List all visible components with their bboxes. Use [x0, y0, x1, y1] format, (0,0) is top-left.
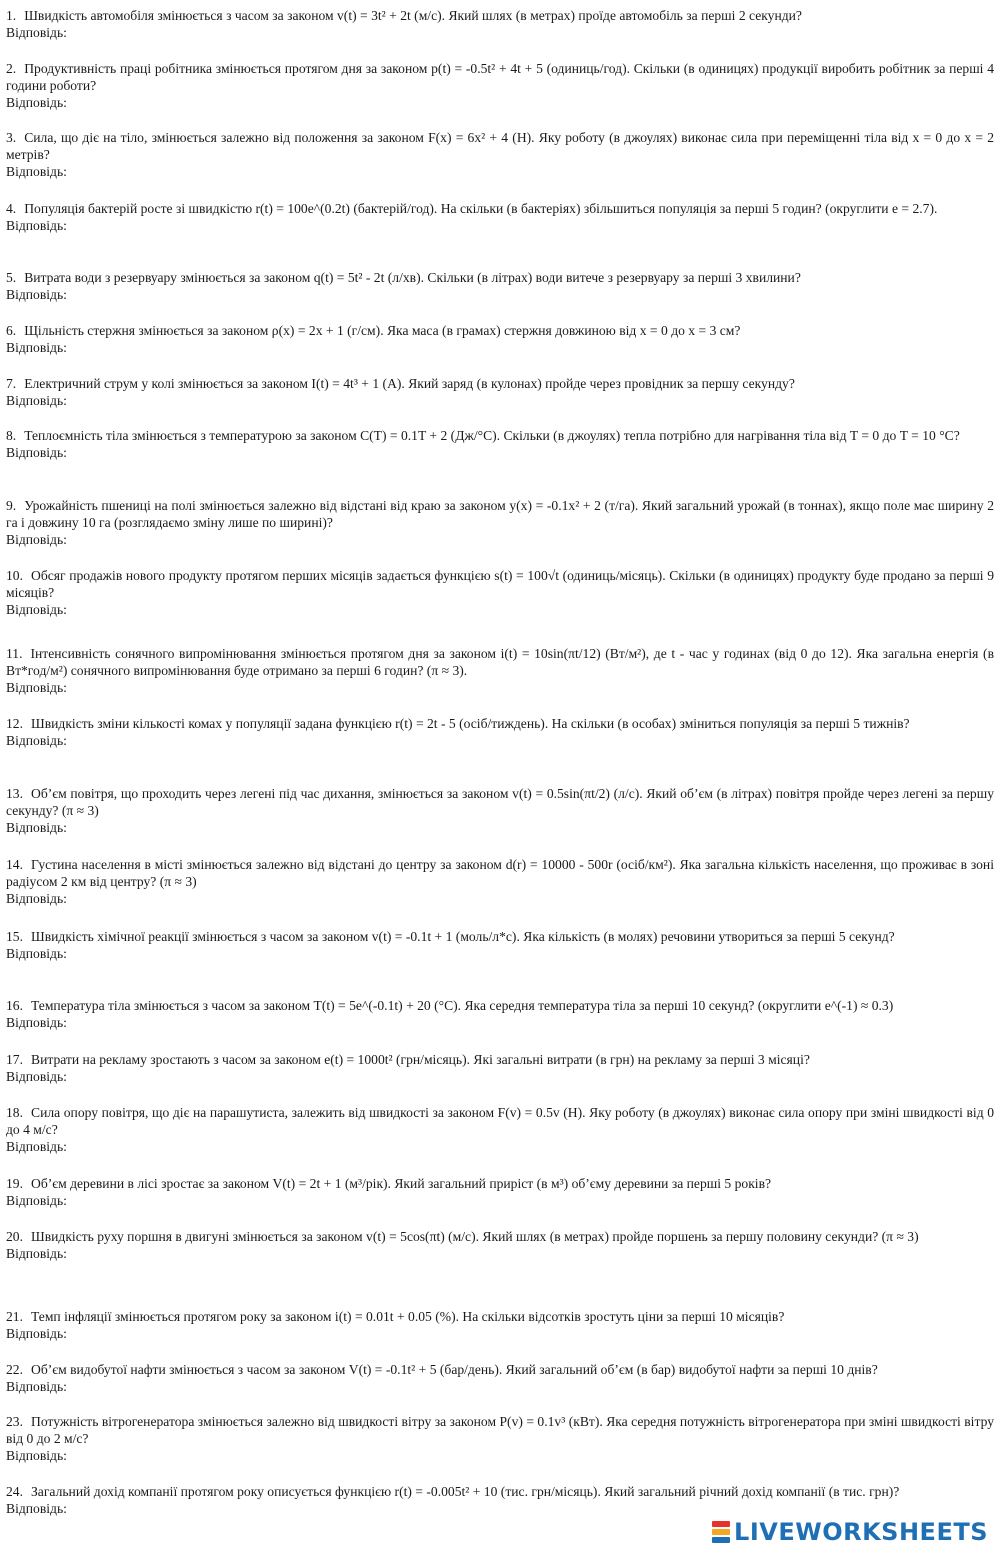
question-number: 4.	[6, 201, 17, 216]
question-text-line	[6, 60, 994, 94]
question-item	[6, 856, 994, 907]
question-text: Електричний струм у колі змінюється за законом I(t) = 4t³ + 1 (А). Який заряд (в кулонах) пройде через провідник за першу секунду?	[24, 376, 795, 391]
question-text: Теплоємність тіла змінюється з температурою за законом C(T) = 0.1T + 2 (Дж/°С). Скільки (в джоулях) тепла потрібно для нагрівання тіла від T = 0 до T = 10 °C?	[24, 428, 960, 443]
question-text: Об’єм повітря, що проходить через легені під час дихання, змінюється за законом v(t) = 0.5sin(πt/2) (л/с). Який об’єм (в літрах) повітря пройде через легені за першу секунду? (π ≈ 3)	[6, 786, 994, 818]
question-item	[6, 497, 994, 548]
question-item	[6, 715, 994, 749]
answer-label: Відповідь:	[6, 1448, 67, 1463]
question-text-line	[6, 1051, 994, 1068]
question-text: Швидкість автомобіля змінюється з часом за законом v(t) = 3t² + 2t (м/с). Який шлях (в метрах) проїде автомобіль за перші 2 секунди?	[24, 8, 802, 23]
question-text: Урожайність пшениці на полі змінюється залежно від відстані від краю за законом y(x) = -0.1x² + 2 (т/га). Який загальний урожай (в тоннах), якщо поле має ширину 2 га і довжину 10 га (розглядаємо зміну лише по ширині)?	[6, 498, 994, 530]
question-text: Загальний дохід компанії протягом року описується функцією r(t) = -0.005t² + 10 (тис. грн/місяць). Який загальний річний дохід компанії (в тис. грн)?	[31, 1484, 900, 1499]
question-item	[6, 7, 994, 41]
question-item	[6, 375, 994, 409]
question-number: 8.	[6, 428, 17, 443]
answer-label: Відповідь:	[6, 532, 67, 547]
question-text-line	[6, 427, 994, 444]
question-text: Витрати на рекламу зростають з часом за законом e(t) = 1000t² (грн/місяць). Які загальні витрати (в грн) на рекламу за перші 3 місяці?	[31, 1052, 810, 1067]
question-text-line	[6, 928, 994, 945]
question-text-line	[6, 856, 994, 890]
answer-label: Відповідь:	[6, 1326, 67, 1341]
answer-label: Відповідь:	[6, 1015, 67, 1030]
answer-label: Відповідь:	[6, 602, 67, 617]
question-number: 20.	[6, 1229, 23, 1244]
question-item	[6, 1361, 994, 1395]
question-text-line	[6, 269, 994, 286]
answer-label: Відповідь:	[6, 340, 67, 355]
question-number: 21.	[6, 1309, 23, 1324]
question-item	[6, 1413, 994, 1464]
question-number: 5.	[6, 270, 17, 285]
question-item	[6, 997, 994, 1031]
liveworksheets-logo-icon	[712, 1520, 730, 1544]
question-item	[6, 427, 994, 461]
question-item	[6, 928, 994, 962]
brand-name: LIVEWORKSHEETS	[734, 1518, 988, 1546]
question-number: 11.	[6, 646, 23, 661]
question-text: Об’єм деревини в лісі зростає за законом V(t) = 2t + 1 (м³/рік). Який загальний приріст (в м³) об’єму деревини за перші 5 років?	[31, 1176, 772, 1191]
question-number: 10.	[6, 568, 23, 583]
question-number: 1.	[6, 8, 17, 23]
question-text-line	[6, 715, 994, 732]
question-number: 6.	[6, 323, 17, 338]
question-number: 22.	[6, 1362, 23, 1377]
question-number: 13.	[6, 786, 23, 801]
question-item	[6, 322, 994, 356]
question-number: 18.	[6, 1105, 23, 1120]
question-text-line	[6, 785, 994, 819]
question-number: 2.	[6, 61, 17, 76]
answer-label: Відповідь:	[6, 891, 67, 906]
answer-label: Відповідь:	[6, 164, 67, 179]
answer-label: Відповідь:	[6, 218, 67, 233]
question-text-line	[6, 322, 994, 339]
question-text-line	[6, 7, 994, 24]
question-number: 24.	[6, 1484, 23, 1499]
question-item	[6, 1051, 994, 1085]
question-text-line	[6, 497, 994, 531]
answer-label: Відповідь:	[6, 393, 67, 408]
question-text-line	[6, 1413, 994, 1447]
question-text: Інтенсивність сонячного випромінювання змінюється протягом дня за законом i(t) = 10sin(πt/12) (Вт/м²), де t - час у годинах (від 0 до 12). Яка загальна енергія (в Вт*год/м²) сонячного випромінювання буде отримано за перші 6 годин? (π ≈ 3).	[6, 646, 994, 678]
question-text: Сила опору повітря, що діє на парашутиста, залежить від швидкості за законом F(v) = 0.5v (Н). Яку роботу (в джоулях) виконає сила опору при зміні швидкості від 0 до 4 м/с?	[6, 1105, 994, 1137]
question-text-line	[6, 129, 994, 163]
question-text: Швидкість хімічної реакції змінюється з часом за законом v(t) = -0.1t + 1 (моль/л*с). Яка кількість (в молях) речовини утвориться за перші 5 секунд?	[31, 929, 895, 944]
question-text: Обсяг продажів нового продукту протягом перших місяців задається функцією s(t) = 100√t (одиниць/місяць). Скільки (в одиницях) продукту буде продано за перші 9 місяців?	[6, 568, 994, 600]
question-text: Витрата води з резервуару змінюється за законом q(t) = 5t² - 2t (л/хв). Скільки (в літрах) води витече з резервуару за перші 3 хвилини?	[24, 270, 801, 285]
question-item	[6, 60, 994, 111]
question-text-line	[6, 200, 994, 217]
answer-label: Відповідь:	[6, 445, 67, 460]
question-text-line	[6, 1175, 994, 1192]
question-text-line	[6, 645, 994, 679]
answer-label: Відповідь:	[6, 1501, 67, 1516]
question-text-line	[6, 1308, 994, 1325]
question-text-line	[6, 375, 994, 392]
question-item	[6, 1308, 994, 1342]
question-text-line	[6, 997, 994, 1014]
question-text: Швидкість зміни кількості комах у популяції задана функцією r(t) = 2t - 5 (осіб/тиждень). На скільки (в особах) зміниться популяція за перші 5 тижнів?	[31, 716, 910, 731]
question-item	[6, 1483, 994, 1517]
question-text: Темп інфляції змінюється протягом року за законом i(t) = 0.01t + 0.05 (%). На скільки відсотків зростуть ціни за перші 10 місяців?	[31, 1309, 785, 1324]
question-item	[6, 269, 994, 303]
question-text-line	[6, 1483, 994, 1500]
question-text-line	[6, 1361, 994, 1378]
question-item	[6, 567, 994, 618]
question-number: 16.	[6, 998, 23, 1013]
question-item	[6, 129, 994, 180]
question-text-line	[6, 567, 994, 601]
question-text-line	[6, 1228, 994, 1245]
question-number: 23.	[6, 1414, 23, 1429]
answer-label: Відповідь:	[6, 946, 67, 961]
answer-label: Відповідь:	[6, 1139, 67, 1154]
question-item	[6, 785, 994, 836]
liveworksheets-logo	[712, 1518, 988, 1546]
question-number: 12.	[6, 716, 23, 731]
answer-label: Відповідь:	[6, 1379, 67, 1394]
question-item	[6, 1104, 994, 1155]
question-number: 7.	[6, 376, 17, 391]
question-text-line	[6, 1104, 994, 1138]
answer-label: Відповідь:	[6, 25, 67, 40]
question-item	[6, 645, 994, 696]
answer-label: Відповідь:	[6, 287, 67, 302]
question-text: Продуктивність праці робітника змінюється протягом дня за законом p(t) = -0.5t² + 4t + 5 (одиниць/год). Скільки (в одиницях) продукції виробить робітник за перші 4 години роботи?	[6, 61, 994, 93]
question-number: 15.	[6, 929, 23, 944]
answer-label: Відповідь:	[6, 1069, 67, 1084]
answer-label: Відповідь:	[6, 95, 67, 110]
question-text: Об’єм видобутої нафти змінюється з часом за законом V(t) = -0.1t² + 5 (бар/день). Який загальний об’єм (в бар) видобутої нафти за перші 10 днів?	[31, 1362, 878, 1377]
question-number: 17.	[6, 1052, 23, 1067]
question-text: Щільність стержня змінюється за законом ρ(x) = 2x + 1 (г/см). Яка маса (в грамах) стержня довжиною від x = 0 до x = 3 см?	[24, 323, 741, 338]
question-number: 3.	[6, 130, 17, 145]
answer-label: Відповідь:	[6, 820, 67, 835]
question-number: 9.	[6, 498, 17, 513]
question-item	[6, 1228, 994, 1262]
answer-label: Відповідь:	[6, 733, 67, 748]
question-number: 14.	[6, 857, 23, 872]
question-text: Густина населення в місті змінюється залежно від відстані до центру за законом d(r) = 10000 - 500r (осіб/км²). Яка загальна кількість населення, що проживає в зоні радіусом 2 км від центру? (π ≈ 3)	[6, 857, 994, 889]
question-item	[6, 1175, 994, 1209]
question-number: 19.	[6, 1176, 23, 1191]
question-text: Потужність вітрогенератора змінюється залежно від швидкості вітру за законом P(v) = 0.1v³ (кВт). Яка середня потужність вітрогенератора при зміні швидкості вітру від 0 до 2 м/с?	[6, 1414, 994, 1446]
answer-label: Відповідь:	[6, 680, 67, 695]
question-item	[6, 200, 994, 234]
question-text: Популяція бактерій росте зі швидкістю r(t) = 100e^(0.2t) (бактерій/год). На скільки (в бактеріях) збільшиться популяція за перші 5 годин? (округлити e = 2.7).	[24, 201, 938, 216]
question-text: Температура тіла змінюється з часом за законом T(t) = 5e^(-0.1t) + 20 (°С). Яка середня температура тіла за перші 10 секунд? (округлити e^(-1) ≈ 0.3)	[31, 998, 894, 1013]
question-text: Швидкість руху поршня в двигуні змінюється за законом v(t) = 5cos(πt) (м/с). Який шлях (в метрах) пройде поршень за першу половину секунди? (π ≈ 3)	[31, 1229, 919, 1244]
answer-label: Відповідь:	[6, 1246, 67, 1261]
question-text: Сила, що діє на тіло, змінюється залежно від положення за законом F(x) = 6x² + 4 (Н). Яку роботу (в джоулях) виконає сила при переміщенні тіла від x = 0 до x = 2 метрів?	[6, 130, 994, 162]
answer-label: Відповідь:	[6, 1193, 67, 1208]
